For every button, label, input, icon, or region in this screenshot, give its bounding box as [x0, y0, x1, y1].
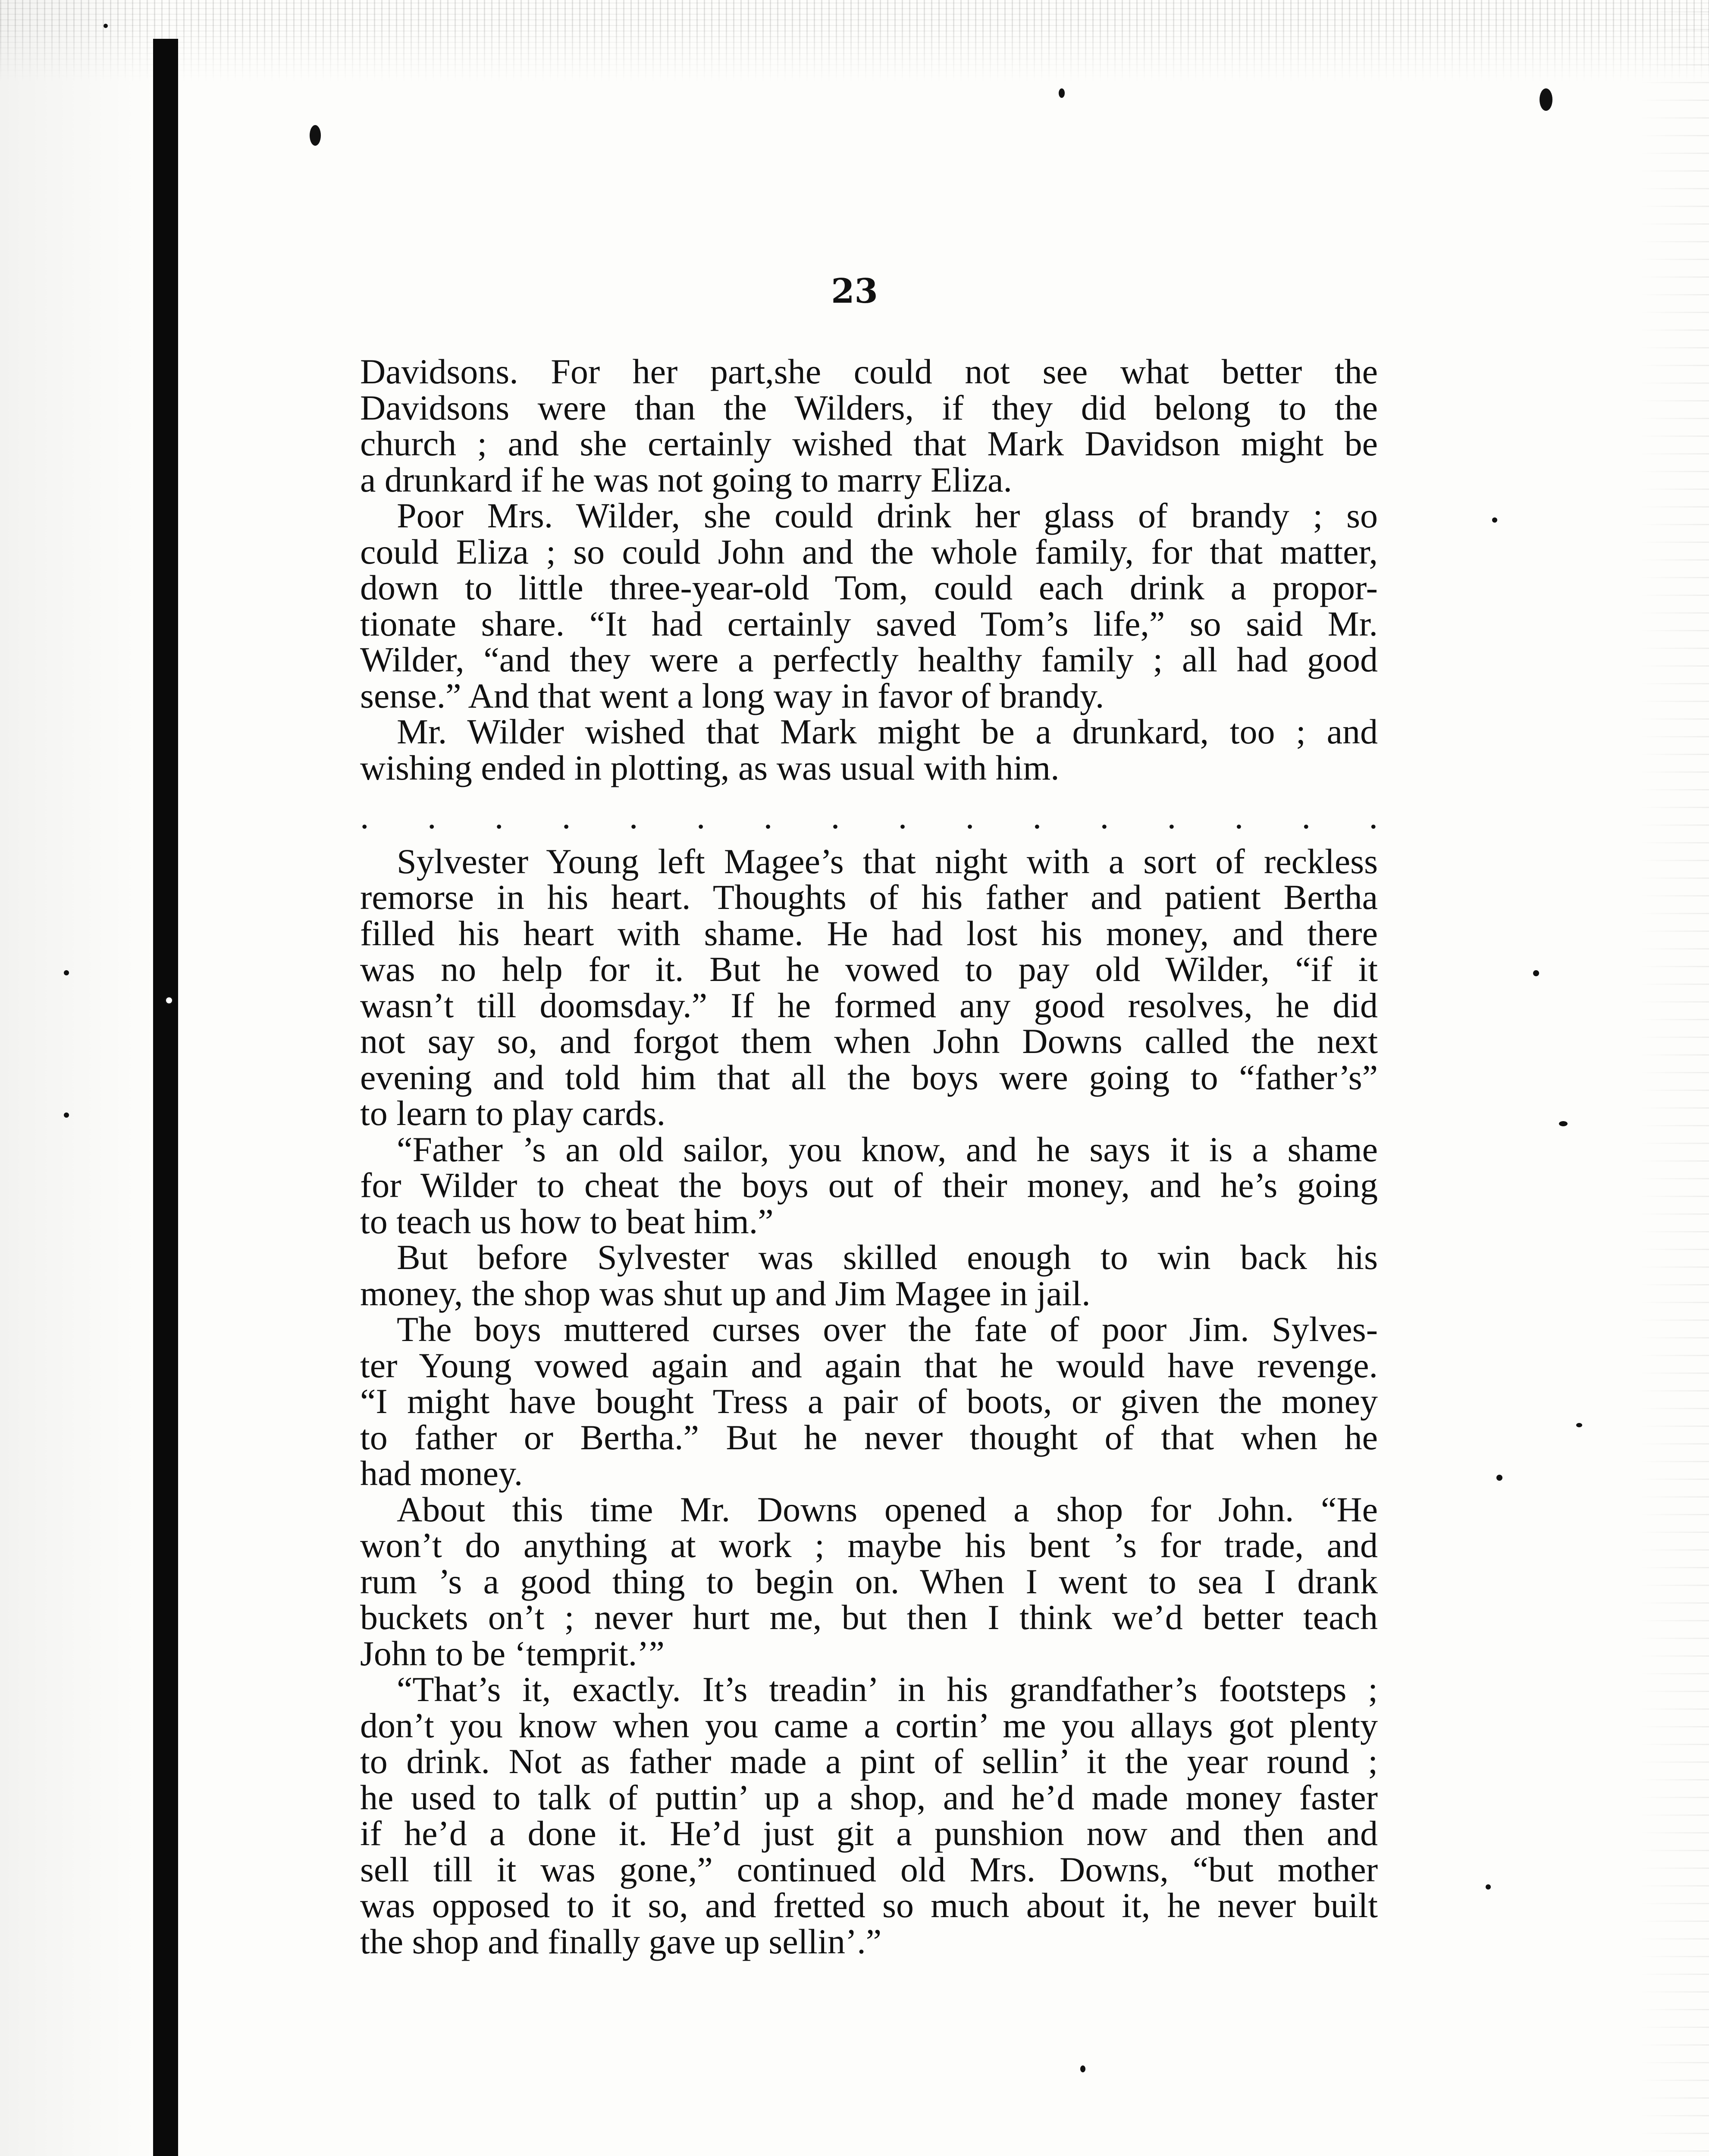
- section-break-dots: . . . . . . . . . . . . . . . .: [360, 797, 1378, 836]
- scan-speck: [165, 996, 173, 1005]
- scan-speck: [1559, 1121, 1568, 1126]
- text-line: Mr. Wilder wished that Mark might be a drunkard, too ; and: [397, 712, 1378, 751]
- scan-speck: [1059, 88, 1065, 98]
- text-line: church ; and she certainly wished that Mark Davidson might be: [360, 424, 1378, 463]
- scan-speck: [64, 1112, 69, 1118]
- text-line: the shop and finally gave up sellin’.”: [360, 1921, 882, 1961]
- scan-speck: [1540, 88, 1552, 111]
- scan-speck: [1496, 1475, 1502, 1481]
- text-line: Wilder, “and they were a perfectly healthy family ; all had good: [360, 640, 1378, 679]
- text-line: a drunkard if he was not going to marry Eliza.: [360, 460, 1012, 499]
- text-line: was no help for it. But he vowed to pay old Wilder, “if it: [360, 950, 1378, 989]
- text-line: to drink. Not as father made a pint of sellin’ it the year round ;: [360, 1742, 1378, 1781]
- binding-gutter-bar: [153, 39, 178, 2156]
- text-line: filled his heart with shame. He had lost his money, and there: [360, 913, 1378, 953]
- text-line: “I might have bought Tress a pair of boots, or given the money: [360, 1382, 1378, 1421]
- text-line: John to be ‘temprit.’”: [360, 1633, 665, 1673]
- text-line: remorse in his heart. Thoughts of his father and patient Bertha: [360, 877, 1378, 917]
- text-line: sell till it was gone,” continued old Mrs. Downs, “but mother: [360, 1849, 1378, 1889]
- text-line: sense.” And that went a long way in favor of brandy.: [360, 676, 1104, 715]
- text-line: rum ’s a good thing to begin on. When I went to sea I drank: [360, 1561, 1378, 1601]
- scan-speck: [1533, 970, 1539, 976]
- text-line: down to little three-year-old Tom, could each drink a propor-: [360, 568, 1378, 607]
- scan-speck: [310, 125, 321, 146]
- scan-speck: [1492, 517, 1497, 523]
- text-line: About this time Mr. Downs opened a shop for John. “He: [397, 1489, 1378, 1529]
- text-line: had money.: [360, 1454, 523, 1493]
- text-line: tionate share. “It had certainly saved Tom’s life,” so said Mr.: [360, 604, 1378, 643]
- page-number: 23: [831, 272, 878, 311]
- text-line: ter Young vowed again and again that he would have revenge.: [360, 1345, 1378, 1385]
- text-line: “That’s it, exactly. It’s treadin’ in his grandfather’s footsteps ;: [397, 1670, 1378, 1709]
- scan-speck: [1576, 1423, 1582, 1427]
- text-line: not say so, and forgot them when John Downs called the next: [360, 1022, 1378, 1061]
- scan-speck: [1486, 1884, 1491, 1890]
- text-line: wasn’t till doomsday.” If he formed any good resolves, he did: [360, 985, 1378, 1025]
- text-line: don’t you know when you came a cortin’ me you allays got plenty: [360, 1705, 1378, 1745]
- text-line: Sylvester Young left Magee’s that night with a sort of reckless: [397, 841, 1378, 881]
- text-line: The boys muttered curses over the fate of poor Jim. Sylves-: [397, 1310, 1378, 1349]
- text-line: to learn to play cards.: [360, 1094, 666, 1133]
- scan-noise-right: [1640, 0, 1709, 2156]
- binding-shadow: [0, 0, 155, 2156]
- scan-speck: [64, 970, 69, 975]
- text-line: buckets on’t ; never hurt me, but then I think we’d better teach: [360, 1598, 1378, 1637]
- text-line: wishing ended in plotting, as was usual with him.: [360, 748, 1060, 787]
- text-line: could Eliza ; so could John and the whole family, for that matter,: [360, 532, 1378, 571]
- text-line: money, the shop was shut up and Jim Magee in jail.: [360, 1273, 1091, 1313]
- text-line: won’t do anything at work ; maybe his bent ’s for trade, and: [360, 1526, 1378, 1565]
- text-line: if he’d a done it. He’d just git a punshion now and then and: [360, 1814, 1378, 1853]
- text-line: evening and told him that all the boys were going to “father’s”: [360, 1057, 1378, 1097]
- text-line: Davidsons. For her part,she could not see what better the: [360, 352, 1378, 391]
- text-line: was opposed to it so, and fretted so much about it, he never built: [360, 1886, 1378, 1925]
- text-line: Poor Mrs. Wilder, she could drink her glass of brandy ; so: [397, 496, 1378, 535]
- text-line: to father or Bertha.” But he never thought of that when he: [360, 1417, 1378, 1457]
- scan-speck: [1080, 2065, 1085, 2072]
- text-line: “Father ’s an old sailor, you know, and he says it is a shame: [397, 1129, 1378, 1169]
- scan-speck: [103, 24, 108, 28]
- text-line: he used to talk of puttin’ up a shop, and he’d made money faster: [360, 1777, 1378, 1817]
- text-line: But before Sylvester was skilled enough to win back his: [397, 1238, 1378, 1277]
- text-line: Davidsons were than the Wilders, if they did belong to the: [360, 388, 1378, 427]
- scan-noise-top: [0, 0, 1709, 82]
- text-line: to teach us how to beat him.”: [360, 1201, 774, 1241]
- body-text: [360, 354, 1378, 1959]
- text-line: for Wilder to cheat the boys out of their money, and he’s going: [360, 1166, 1378, 1205]
